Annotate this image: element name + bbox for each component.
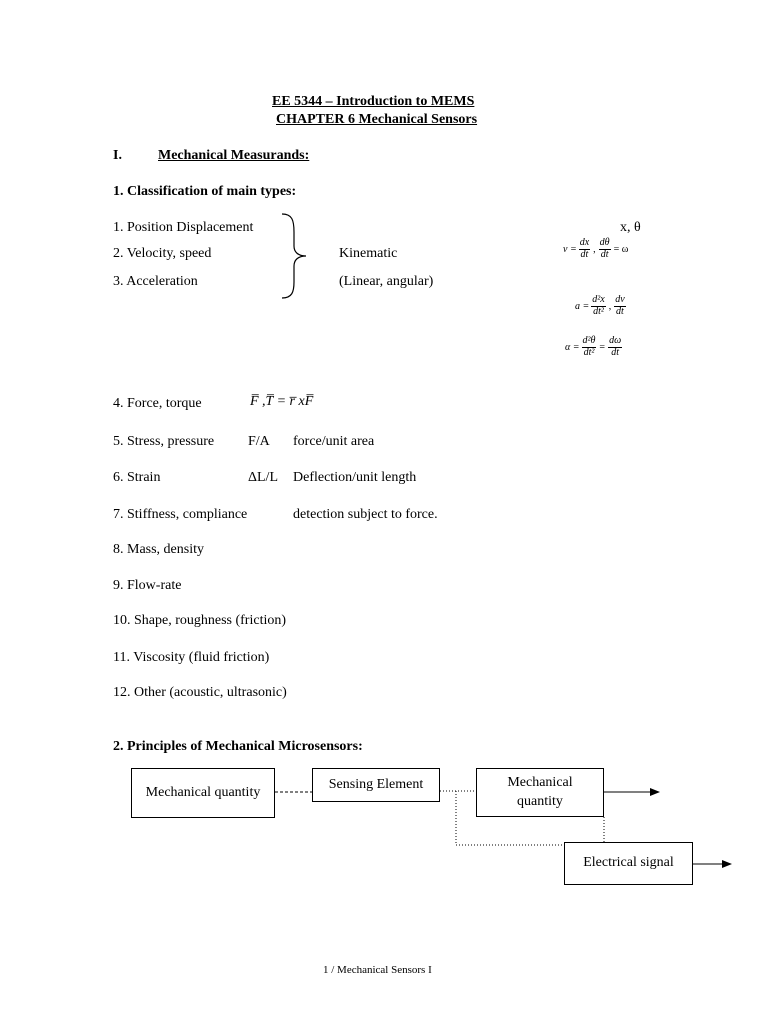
item-velocity: 2. Velocity, speed [113,246,212,261]
arrow-right-icon [722,860,732,868]
item-stress: 5. Stress, pressure [113,434,215,449]
angular-acceleration-equation: α = $\frac{\text{d²θ}}{\text{dt²}}$ = $\frac{d\omega}{dt}$ [565,335,622,358]
item-acceleration: 3. Acceleration [113,274,198,289]
strain-desc: Deflection/unit length [293,470,417,485]
kinematic-label: Kinematic [339,246,398,261]
force-torque-formula: F̅ ,T̅ = r̅ xF̅ [250,394,314,409]
item-strain: 6. Strain [113,470,161,485]
section-title: Mechanical Measurands: [158,148,310,163]
box-mechanical-quantity-output: Mechanical quantity [476,768,604,817]
item-other: 12. Other (acoustic, ultrasonic) [113,685,287,700]
kinematic-note: (Linear, angular) [339,274,434,289]
arrow-right-icon [650,788,660,796]
chapter-title: CHAPTER 6 Mechanical Sensors [276,112,478,127]
acceleration-equation: a = $\frac{\text{d²x}}{\text{dt²}}$ , $\frac{dv}{dt}$ [575,294,625,317]
section-number: I. [113,148,122,163]
item-stiffness: 7. Stiffness, compliance [113,507,248,522]
page-footer: 1 / Mechanical Sensors I [323,964,432,976]
subsection-principles: 2. Principles of Mechanical Microsensors: [113,739,363,754]
item-viscosity: 11. Viscosity (fluid friction) [113,650,270,665]
subsection-classification: 1. Classification of main types: [113,184,297,199]
item-position: 1. Position Displacement [113,220,254,235]
course-title: EE 5344 – Introduction to MEMS [272,94,475,109]
item-force: 4. Force, torque [113,396,202,411]
stress-symbol: F/A [248,434,270,449]
position-symbol: x, θ [620,220,641,235]
box-mechanical-quantity-input: Mechanical quantity [131,768,275,818]
velocity-equation: v = $\frac{dx}{dt}$ , $\frac{d\theta}{dt}$ = ω [563,237,629,260]
strain-symbol: ΔL/L [248,470,278,485]
item-mass: 8. Mass, density [113,542,204,557]
box-sensing-element: Sensing Element [312,768,440,802]
item-shape: 10. Shape, roughness (friction) [113,613,287,628]
stiffness-desc: detection subject to force. [293,507,438,522]
item-flow: 9. Flow-rate [113,578,182,593]
stress-desc: force/unit area [293,434,375,449]
box-electrical-signal: Electrical signal [564,842,693,885]
